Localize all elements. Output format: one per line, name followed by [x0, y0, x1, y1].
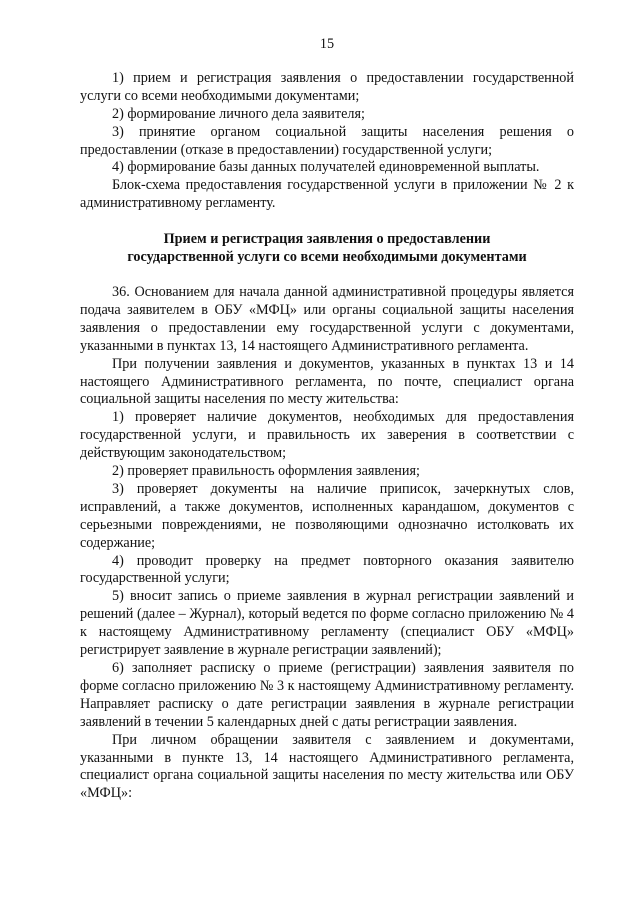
- document-page: [80, 36, 574, 803]
- check-item-4: 4) проводит проверку на предмет повторного оказания заявителю государственной услуги;: [80, 552, 574, 587]
- check-item-5: 5) вносит запись о приеме заявления в журнал регистрации заявлений и решений (далее – Журнал), который ведется по форме согласно приложению № 4 к настоящему Административному регламенту (специалист ОБУ «МФЦ» регистрирует заявление в журнале регистрации заявлений);: [80, 588, 574, 659]
- block-scheme-note: Блок-схема предоставления государственной услуги в приложении № 2 к административному регламенту.: [80, 177, 574, 212]
- section-heading-line-1: Прием и регистрация заявления о предоставлении: [163, 231, 491, 248]
- section-heading: [80, 231, 574, 267]
- personal-visit-paragraph: При личном обращении заявителя с заявлением и документами, указанными в пункте 13, 14 настоящего Административного регламента, специалист органа социальной защиты населения по месту жительства или ОБУ «МФЦ»:: [80, 731, 574, 802]
- intro-item-4: 4) формирование базы данных получателей единовременной выплаты.: [112, 159, 540, 176]
- postal-receipt-paragraph: При получении заявления и документов, указанных в пунктах 13 и 14 настоящего Административного регламента, по почте, специалист органа социальной защиты населения по месту жительства:: [80, 355, 574, 408]
- check-item-2: 2) проверяет правильность оформления заявления;: [112, 463, 420, 480]
- section-heading-line-2: государственной услуги со всеми необходимыми документами: [127, 249, 527, 266]
- intro-item-3: 3) принятие органом социальной защиты населения решения о предоставлении (отказе в предоставлении) государственной услуги;: [80, 123, 574, 158]
- check-item-3: 3) проверяет документы на наличие приписок, зачеркнутых слов, исправлений, а также документов, исполненных карандашом, документов с серьезными повреждениями, не позволяющими однозначно истолковать их содержание;: [80, 480, 574, 551]
- intro-item-2: 2) формирование личного дела заявителя;: [112, 105, 365, 122]
- check-item-1: 1) проверяет наличие документов, необходимых для предоставления государственной услуги, и правильность их заверения в соответствии с действующим законодательством;: [80, 409, 574, 462]
- page-number: 15: [319, 36, 335, 52]
- check-item-6: 6) заполняет расписку о приеме (регистрации) заявления заявителя по форме согласно приложению № 3 к настоящему Административному регламенту. Направляет расписку о дате регистрации заявления в журнале регистрации заявлений в течении 5 календарных дней с даты регистрации заявления.: [80, 660, 574, 730]
- paragraph-36: 36. Основанием для начала данной административной процедуры является подача заявителем в ОБУ «МФЦ» или органы социальной защиты населения заявления о предоставлении ему государственной услуги с документами, указанными в пунктах 13, 14 настоящего Административного регламента.: [80, 283, 574, 354]
- intro-item-1: 1) прием и регистрация заявления о предоставлении государственной услуги со всеми необходимыми документами;: [80, 69, 574, 104]
